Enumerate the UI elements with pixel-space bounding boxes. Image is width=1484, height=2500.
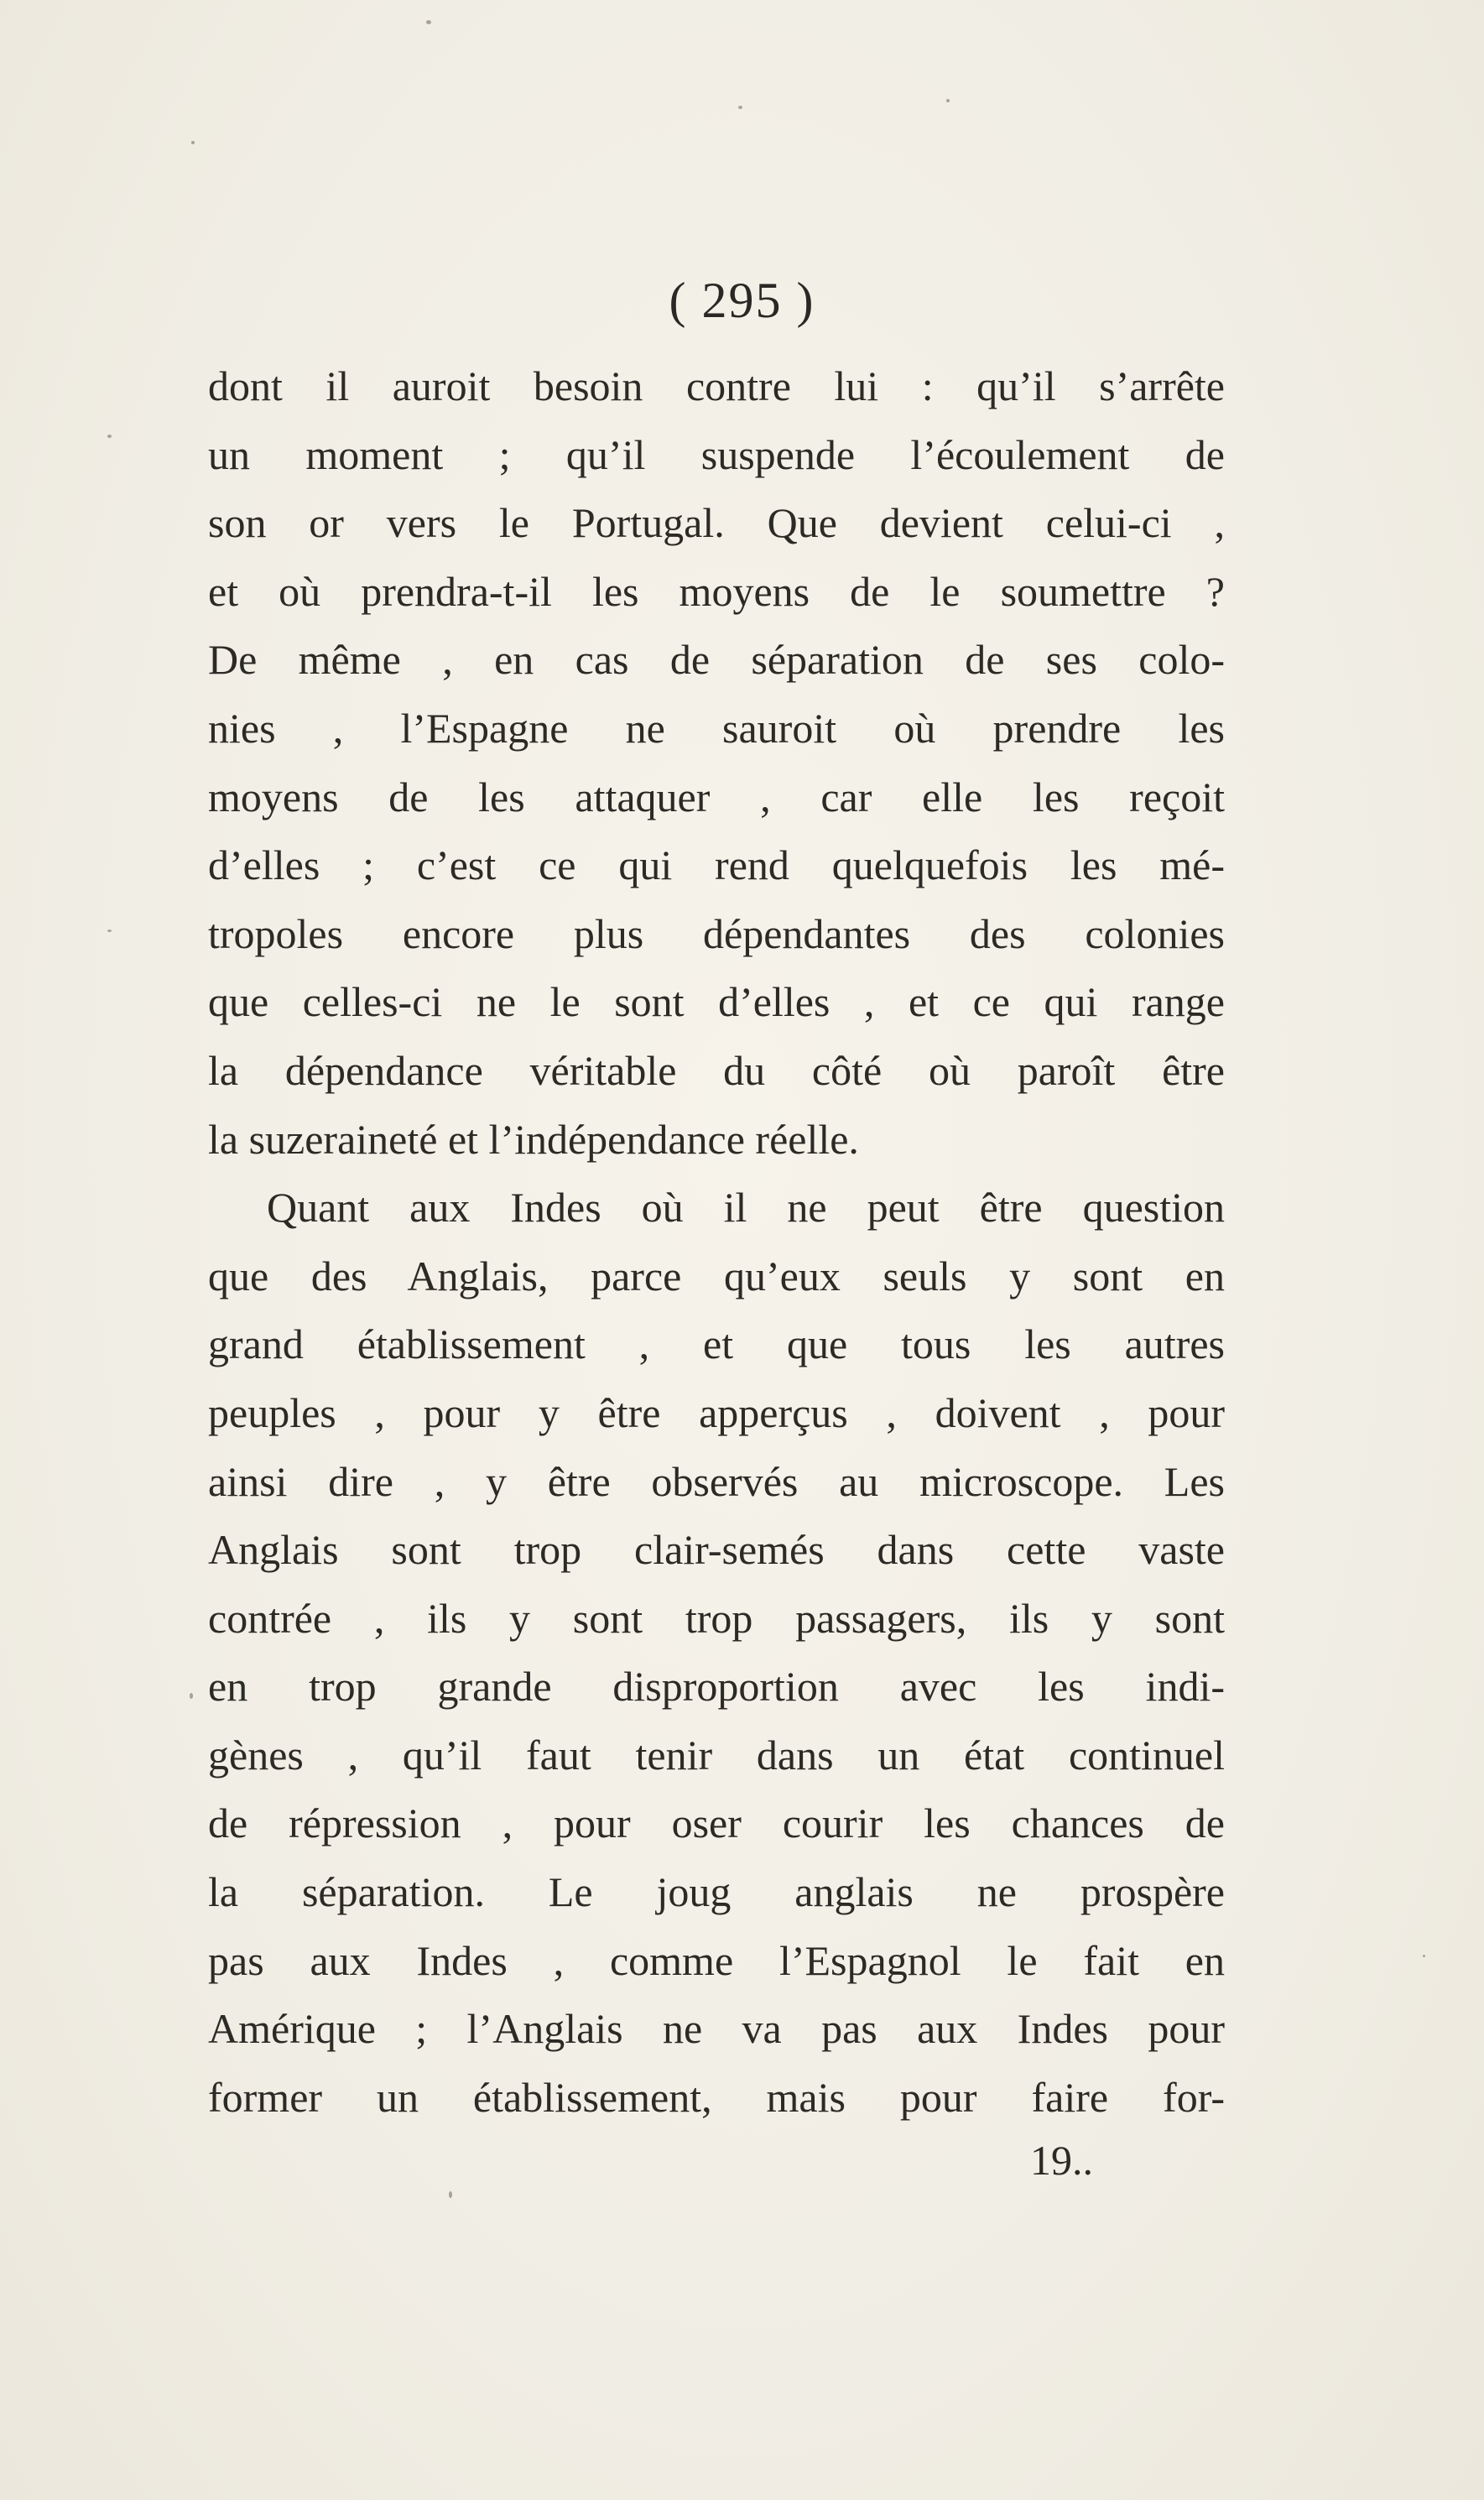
- text-line: former un établissement, mais pour faire for-: [208, 2073, 1225, 2121]
- text-line: la suzeraineté et l’indépendance réelle.: [208, 1115, 859, 1163]
- text-line: Quant aux Indes où il ne peut être question: [267, 1184, 1225, 1232]
- text-line: de répression , pour oser courir les chances de: [208, 1799, 1225, 1847]
- text-line: que celles-ci ne le sont d’elles , et ce qui range: [208, 978, 1225, 1026]
- signature-mark: 19..: [1030, 2137, 1093, 2184]
- text-line: la dépendance véritable du côté où paroît être: [208, 1046, 1225, 1094]
- paper-speck: [190, 1693, 193, 1699]
- text-line: gènes , qu’il faut tenir dans un état continuel: [208, 1731, 1225, 1779]
- text-line: contrée , ils y sont trop passagers, ils y sont: [208, 1594, 1225, 1642]
- text-line: un moment ; qu’il suspende l’écoulement de: [208, 430, 1225, 478]
- text-line: Anglais sont trop clair-semés dans cette vaste: [208, 1526, 1225, 1574]
- text-line: la séparation. Le joug anglais ne prospère: [208, 1868, 1225, 1916]
- paper-speck: [449, 2191, 452, 2198]
- text-line: ainsi dire , y être observés au microscope. Les: [208, 1457, 1225, 1505]
- text-line: peuples , pour y être apperçus , doivent , pour: [208, 1388, 1225, 1436]
- text-line: tropoles encore plus dépendantes des colonies: [208, 909, 1225, 957]
- page-number-header: ( 295 ): [669, 273, 815, 328]
- paper-speck: [191, 141, 195, 144]
- paper-speck: [426, 20, 431, 24]
- text-line: nies , l’Espagne ne sauroit où prendre les: [208, 704, 1225, 752]
- text-line: pas aux Indes , comme l’Espagnol le fait en: [208, 1936, 1225, 1984]
- text-line: d’elles ; c’est ce qui rend quelquefois les mé-: [208, 841, 1225, 889]
- text-line: et où prendra-t-il les moyens de le soumettre ?: [208, 567, 1225, 615]
- paper-speck: [107, 435, 112, 438]
- paper-speck: [738, 106, 742, 109]
- paragraph-2: [208, 1174, 1225, 2132]
- paper-speck: [107, 930, 112, 932]
- text-line: en trop grande disproportion avec les indi-: [208, 1663, 1225, 1711]
- text-line: son or vers le Portugal. Que devient celui-ci ,: [208, 499, 1225, 547]
- paper-speck: [1423, 1955, 1425, 1957]
- paper-speck: [946, 99, 950, 102]
- paragraph-1: [208, 352, 1225, 1174]
- text-line: Amérique ; l’Anglais ne va pas aux Indes pour: [208, 2005, 1225, 2053]
- text-line: De même , en cas de séparation de ses colo-: [208, 636, 1225, 684]
- text-line: grand établissement , et que tous les autres: [208, 1320, 1225, 1368]
- body-text: [208, 352, 1225, 2132]
- text-line: que des Anglais, parce qu’eux seuls y sont en: [208, 1252, 1225, 1299]
- text-line: moyens de les attaquer , car elle les reçoit: [208, 773, 1225, 820]
- text-line: dont il auroit besoin contre lui : qu’il s’arrête: [208, 362, 1225, 409]
